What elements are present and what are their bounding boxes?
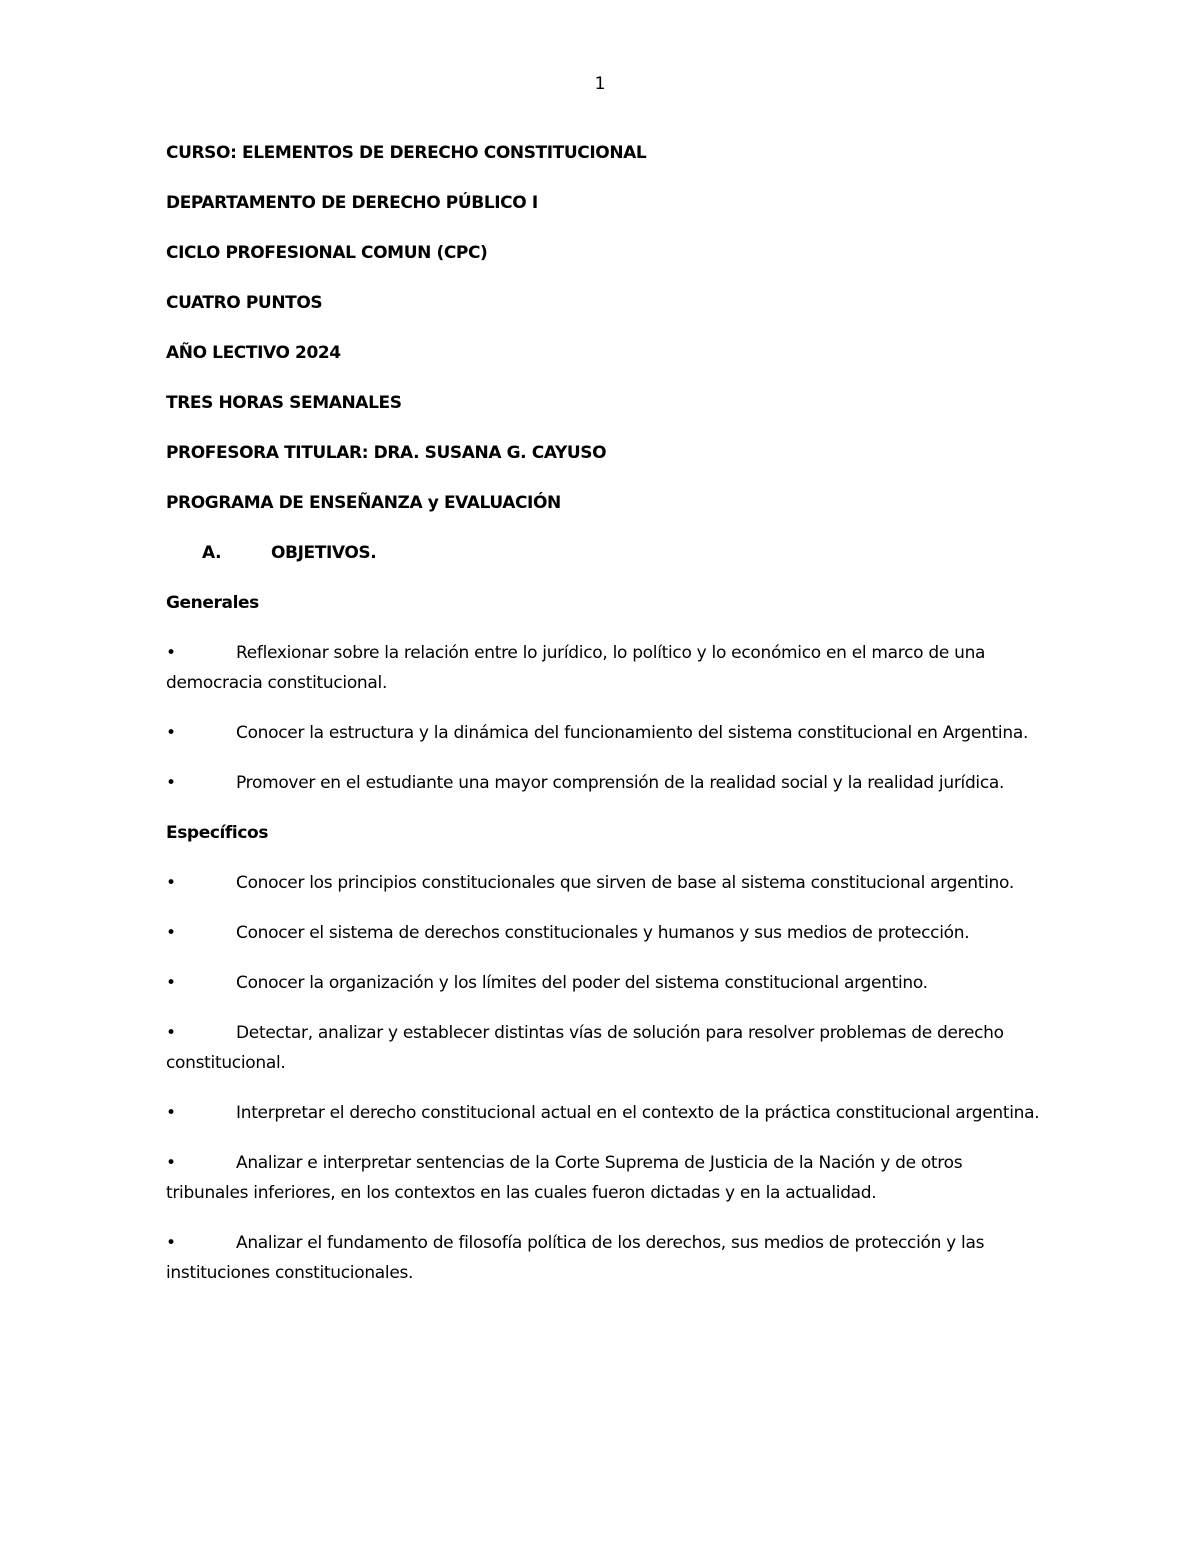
list-item-text: Promover en el estudiante una mayor comprensión de la realidad social y la realidad jurídica. xyxy=(236,773,1005,793)
list-item-text: Conocer la organización y los límites del poder del sistema constitucional argentino. xyxy=(236,973,928,993)
bullet-icon: • xyxy=(166,643,176,663)
list-item xyxy=(166,1098,1046,1128)
section-letter: A. xyxy=(202,543,222,563)
program-title: PROGRAMA DE ENSEÑANZA y EVALUACIÓN xyxy=(166,493,561,513)
points: CUATRO PUNTOS xyxy=(166,293,323,313)
especificos-heading: Específicos xyxy=(166,823,269,843)
weekly-hours: TRES HORAS SEMANALES xyxy=(166,393,402,413)
list-item xyxy=(166,768,1046,798)
professor: PROFESORA TITULAR: DRA. SUSANA G. CAYUSO xyxy=(166,443,607,463)
list-item xyxy=(166,1228,1046,1288)
bullet-icon: • xyxy=(166,723,176,743)
course-title: CURSO: ELEMENTOS DE DERECHO CONSTITUCIONAL xyxy=(166,143,647,163)
list-item-text: Analizar e interpretar sentencias de la Corte Suprema de Justicia de la Nación y de otros tribunales inferiores, en los contextos en las cuales fueron dictadas y en la actualidad. xyxy=(166,1153,963,1203)
list-item-text: Analizar el fundamento de filosofía política de los derechos, sus medios de protección y las instituciones constitucionales. xyxy=(166,1233,985,1283)
list-item xyxy=(166,638,1046,698)
objectives-heading xyxy=(166,538,1046,568)
list-item xyxy=(166,1148,1046,1208)
list-item xyxy=(166,868,1046,898)
list-item-text: Conocer la estructura y la dinámica del funcionamiento del sistema constitucional en Argentina. xyxy=(236,723,1029,743)
bullet-icon: • xyxy=(166,1153,176,1173)
list-item-text: Conocer los principios constitucionales que sirven de base al sistema constitucional argentino. xyxy=(236,873,1014,893)
bullet-icon: • xyxy=(166,1023,176,1043)
bullet-icon: • xyxy=(166,973,176,993)
bullet-icon: • xyxy=(166,923,176,943)
section-title: OBJETIVOS. xyxy=(271,543,377,563)
page-number: 1 xyxy=(594,74,606,94)
list-item xyxy=(166,918,1046,948)
list-item xyxy=(166,718,1046,748)
list-item-text: Reflexionar sobre la relación entre lo jurídico, lo político y lo económico en el marco de una democracia constitucional. xyxy=(166,643,986,693)
list-item-text: Detectar, analizar y establecer distintas vías de solución para resolver problemas de derecho constitucional. xyxy=(166,1023,1004,1073)
bullet-icon: • xyxy=(166,873,176,893)
list-item-text: Interpretar el derecho constitucional actual en el contexto de la práctica constitucional argentina. xyxy=(236,1103,1040,1123)
academic-year: AÑO LECTIVO 2024 xyxy=(166,343,341,363)
list-item xyxy=(166,1018,1046,1078)
bullet-icon: • xyxy=(166,1233,176,1253)
list-item xyxy=(166,968,1046,998)
document-body xyxy=(166,138,1046,1308)
bullet-icon: • xyxy=(166,1103,176,1123)
list-item-text: Conocer el sistema de derechos constitucionales y humanos y sus medios de protección. xyxy=(236,923,970,943)
cycle: CICLO PROFESIONAL COMUN (CPC) xyxy=(166,243,488,263)
department: DEPARTAMENTO DE DERECHO PÚBLICO I xyxy=(166,193,538,213)
bullet-icon: • xyxy=(166,773,176,793)
generales-heading: Generales xyxy=(166,593,259,613)
